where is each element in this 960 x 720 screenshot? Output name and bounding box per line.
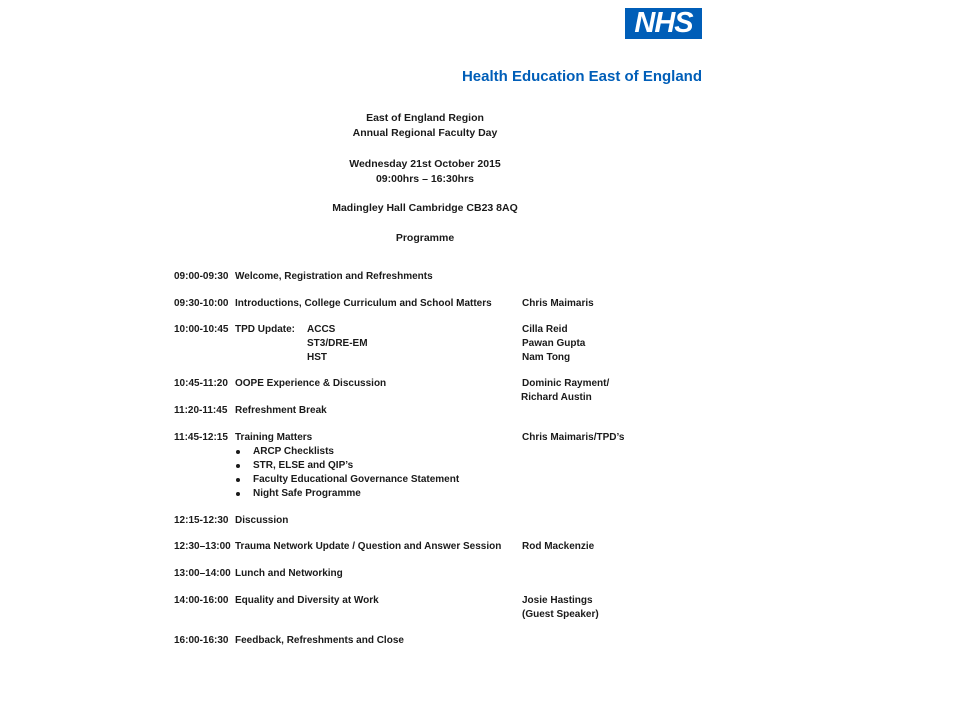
- session-subitem: HST: [307, 352, 327, 363]
- session-time: 11:20-11:45: [174, 405, 228, 416]
- session-title: OOPE Experience & Discussion: [235, 378, 387, 389]
- session-title: Discussion: [235, 515, 289, 526]
- session-title: TPD Update:: [235, 324, 295, 335]
- bullet-icon: [236, 492, 240, 496]
- session-title: Feedback, Refreshments and Close: [235, 635, 404, 646]
- session-time: 10:00-10:45: [174, 324, 229, 335]
- session-time: 12:15-12:30: [174, 515, 229, 526]
- session-time: 10:45-11:20: [174, 378, 228, 389]
- session-title: Training Matters: [235, 432, 313, 443]
- session-subitem: ACCS: [307, 324, 336, 335]
- bullet-item: Night Safe Programme: [253, 488, 361, 499]
- bullet-item: ARCP Checklists: [253, 446, 334, 457]
- bullet-item: Faculty Educational Governance Statement: [253, 474, 460, 485]
- organization-name: Health Education East of England: [461, 68, 702, 85]
- session-time: 11:45-12:15: [174, 432, 228, 443]
- session-title: Introductions, College Curriculum and School Matters: [235, 298, 492, 309]
- bullet-item: STR, ELSE and QIP’s: [253, 460, 354, 471]
- session-subitem: ST3/DRE-EM: [307, 338, 368, 349]
- session-speaker: (Guest Speaker): [522, 609, 599, 620]
- bullet-icon: [236, 450, 240, 454]
- bullet-icon: [236, 464, 240, 468]
- session-time: 12:30–13:00: [174, 541, 231, 552]
- session-speaker: Chris Maimaris/TPD’s: [522, 432, 625, 443]
- event-date: Wednesday 21st October 2015: [349, 158, 501, 170]
- programme-heading: Programme: [395, 232, 455, 244]
- nhs-logo: NHS: [625, 8, 702, 39]
- session-speaker: Richard Austin: [521, 392, 592, 403]
- session-title: Equality and Diversity at Work: [235, 595, 379, 606]
- session-time: 09:30-10:00: [174, 298, 229, 309]
- region-title: East of England Region: [366, 112, 484, 124]
- session-time: 16:00-16:30: [174, 635, 229, 646]
- session-time: 13:00–14:00: [174, 568, 231, 579]
- session-title: Lunch and Networking: [235, 568, 343, 579]
- session-title: Trauma Network Update / Question and Answer Session: [235, 541, 502, 552]
- session-speaker: Chris Maimaris: [522, 298, 594, 309]
- session-title: Welcome, Registration and Refreshments: [235, 271, 433, 282]
- session-time: 14:00-16:00: [174, 595, 229, 606]
- event-hours: 09:00hrs – 16:30hrs: [375, 173, 475, 185]
- session-time: 09:00-09:30: [174, 271, 229, 282]
- event-title: Annual Regional Faculty Day: [352, 127, 498, 139]
- event-venue: Madingley Hall Cambridge CB23 8AQ: [332, 202, 518, 214]
- session-speaker: Rod Mackenzie: [522, 541, 595, 552]
- session-speaker: Dominic Rayment/: [522, 378, 610, 389]
- bullet-icon: [236, 478, 240, 482]
- session-speaker: Pawan Gupta: [522, 338, 586, 349]
- session-speaker: Nam Tong: [522, 352, 571, 363]
- session-title: Refreshment Break: [235, 405, 327, 416]
- session-speaker: Cilla Reid: [522, 324, 568, 335]
- session-speaker: Josie Hastings: [522, 595, 593, 606]
